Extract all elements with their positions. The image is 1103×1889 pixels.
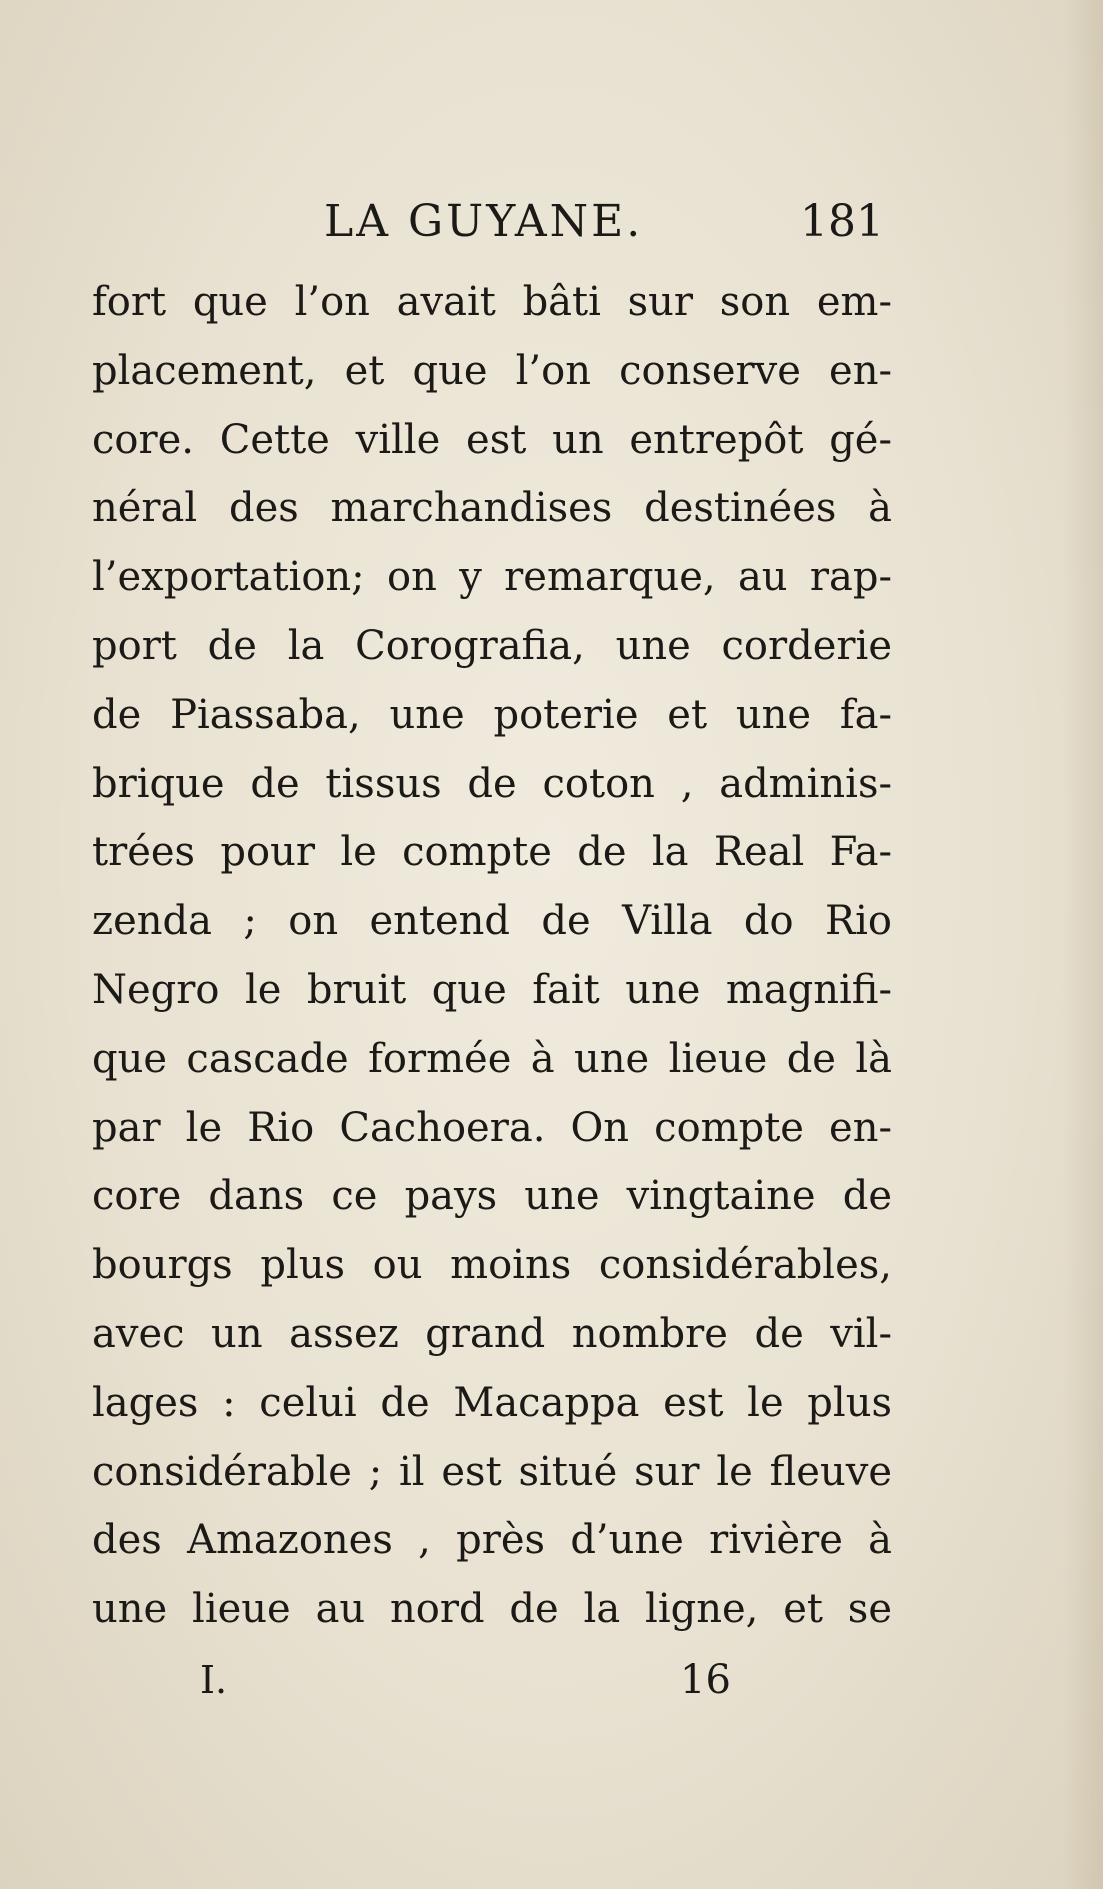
page-number: 181 [800, 196, 884, 247]
text-line: considérable ; il est situé sur le fleuve [92, 1448, 892, 1495]
text-line: avec un assez grand nombre de vil- [92, 1310, 892, 1357]
page-footer [200, 1650, 760, 1710]
signature-mark: 16 [680, 1657, 731, 1703]
text-line: trées pour le compte de la Real Fa- [92, 829, 892, 876]
text-line: placement, et que l’on conserve en- [92, 347, 892, 394]
text-line: lages : celui de Macappa est le plus [92, 1379, 892, 1426]
text-line: l’exportation; on y remarque, au rap- [92, 554, 892, 601]
text-line: fort que l’on avait bâti sur son em- [92, 279, 892, 325]
body-text [92, 268, 892, 1644]
text-line: port de la Corografia, une corderie [92, 622, 892, 669]
text-line: core dans ce pays une vingtaine de [92, 1173, 892, 1220]
text-line: de Piassaba, une poterie et une fa- [92, 691, 892, 738]
text-line: par le Rio Cachoera. On compte en- [92, 1104, 892, 1151]
running-title: LA GUYANE. [324, 196, 644, 247]
text-line: une lieue au nord de la ligne, et se [92, 1586, 892, 1633]
volume-mark: I. [200, 1658, 228, 1702]
text-line: néral des marchandises destinées à [92, 485, 892, 532]
text-line: bourgs plus ou moins considérables, [92, 1242, 892, 1289]
text-line: core. Cette ville est un entrepôt gé- [92, 416, 892, 463]
text-line: zenda ; on entend de Villa do Rio [92, 898, 892, 945]
text-line: brique de tissus de coton , adminis- [92, 760, 892, 807]
text-line: des Amazones , près d’une rivière à [92, 1517, 892, 1564]
page-edge-shadow [1063, 0, 1103, 1889]
text-line: que cascade formée à une lieue de là [92, 1035, 892, 1082]
text-line: Negro le bruit que fait une magnifi- [92, 966, 892, 1013]
page-header [324, 192, 884, 252]
